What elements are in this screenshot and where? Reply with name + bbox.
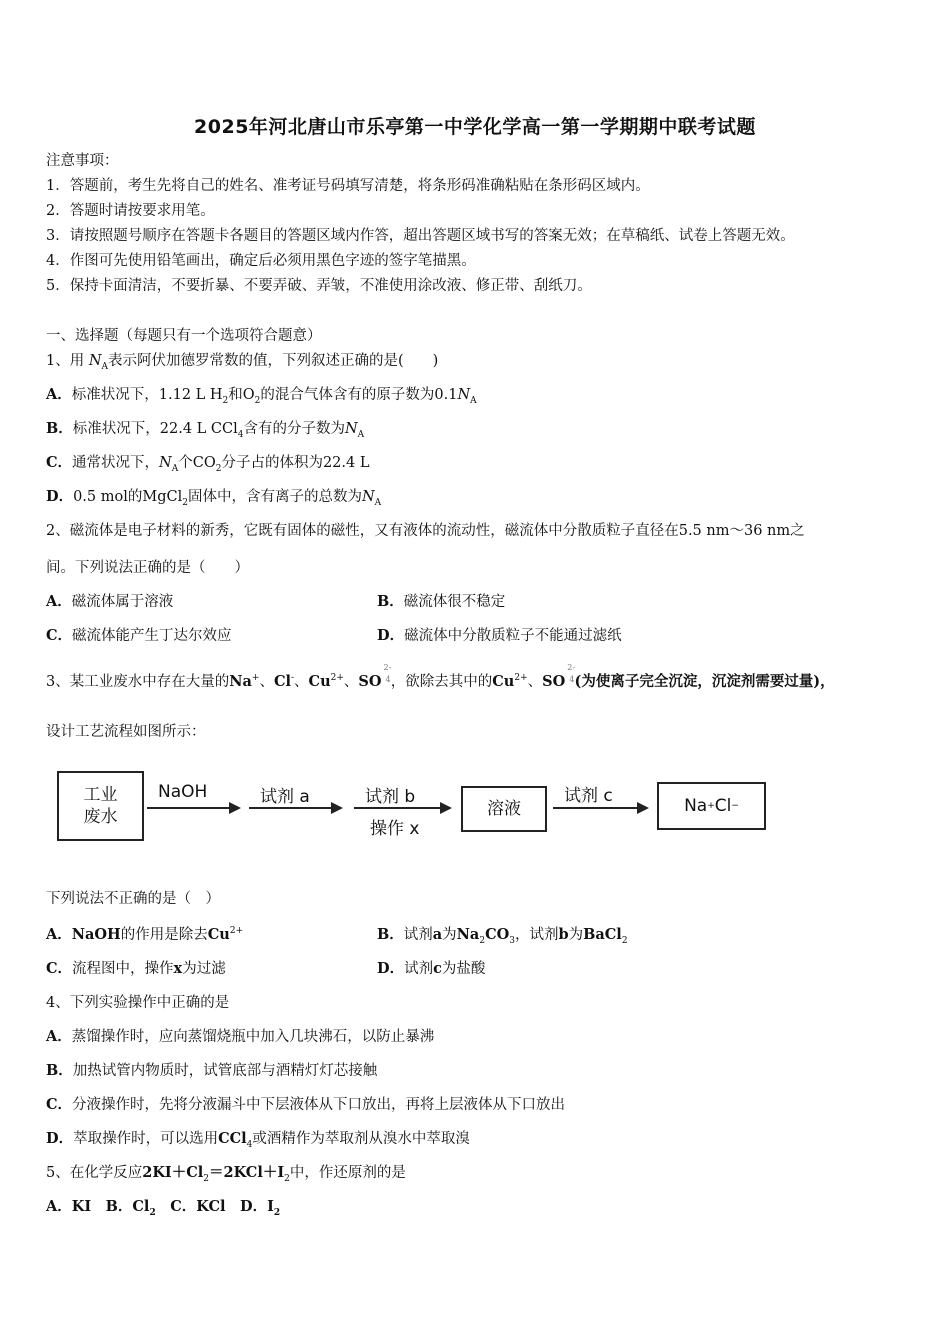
question-3-option-a: A．NaOH的作用是除去$Cu^{2+}$ (46, 926, 244, 943)
flow-arrow-4 (553, 807, 647, 809)
flow-box-solution: 溶液 (461, 786, 547, 832)
flow-label-naoh: NaOH (158, 782, 208, 802)
question-2-stem-line-2: 间。下列说法正确的是（ ） (46, 560, 249, 576)
flow-box-wastewater: 工业 废水 (57, 771, 144, 841)
question-5-options: A．KI B．$Cl_2$ C．KCl D．$I_2$ (46, 1198, 281, 1218)
flow-arrow-1 (147, 807, 239, 809)
page-title: 2025年河北唐山市乐亭第一中学化学高一第一学期期中联考试题 (194, 116, 756, 138)
question-1-option-d: D．0.5 mol的MgCl$_2$固体中，含有离子的总数为$N_A$ (46, 488, 382, 508)
notice-item-3: 3．请按照题号顺序在答题卡各题目的答题区域内作答，超出答题区域书写的答案无效；在草稿纸、试卷上答题无效。 (46, 228, 795, 244)
question-2-option-c: C．磁流体能产生丁达尔效应 (46, 627, 232, 644)
question-1-stem: 1、用 $N_A$表示阿伏加德罗常数的值，下列叙述正确的是( ) (46, 353, 439, 372)
question-4-option-c: C．分液操作时，先将分液漏斗中下层液体从下口放出，再将上层液体从下口放出 (46, 1096, 566, 1113)
notice-heading: 注意事项： (46, 153, 119, 169)
flow-label-operation-x: 操作 x (370, 819, 420, 839)
question-2-option-b: B．磁流体很不稳定 (377, 593, 506, 610)
question-4-option-b: B．加热试管内物质时，试管底部与酒精灯灯芯接触 (46, 1062, 378, 1079)
notice-item-5: 5．保持卡面清洁，不要折暴、不要弄破、弄皱，不准使用涂改液、修正带、刮纸刀。 (46, 278, 592, 294)
flow-box-product: Na + Cl − (657, 782, 766, 830)
question-2-option-a: A．磁流体属于溶液 (46, 593, 174, 610)
question-5-stem: 5、在化学反应$2KI+Cl_2=2KCl+I_2$中，作还原剂的是 (46, 1164, 406, 1184)
flow-label-reagent-c: 试剂 c (564, 786, 613, 806)
question-1-option-c: C．通常状况下，$N_A$个$CO_2$分子占的体积为22.4 L (46, 454, 370, 474)
question-1-option-a: A．标准状况下，1.12 L $H_2$和$O_2$的混合气体含有的原子数为$0.1N_A$ (46, 386, 477, 406)
flow-arrow-2 (249, 807, 341, 809)
flow-arrow-3 (354, 807, 450, 809)
question-2-option-d: D．磁流体中分散质粒子不能通过滤纸 (377, 627, 622, 644)
question-3-option-c: C．流程图中，操作x为过滤 (46, 960, 226, 977)
question-3-option-b: B．试剂a为$Na_2CO_3$，试剂b为BaCl$_2$ (377, 926, 628, 946)
flow-label-reagent-b: 试剂 b (365, 787, 416, 807)
question-3-option-d: D．试剂c为盐酸 (377, 960, 486, 977)
question-4-option-a: A．蒸馏操作时，应向蒸馏烧瓶中加入几块沸石，以防止暴沸 (46, 1028, 435, 1045)
question-4-stem: 4、下列实验操作中正确的是 (46, 995, 230, 1011)
question-3-stem-line-2: 设计工艺流程如图所示： (46, 724, 206, 740)
notice-item-2: 2．答题时请按要求用笔。 (46, 203, 215, 219)
question-4-option-d: D．萃取操作时，可以选用CCl$_4$或酒精作为萃取剂从溴水中萃取溴 (46, 1130, 470, 1150)
notice-item-4: 4．作图可先使用铅笔画出，确定后必须用黑色字迹的签字笔描黑。 (46, 253, 476, 269)
notice-item-1: 1．答题前，考生先将自己的姓名、准考证号码填写清楚，将条形码准确粘贴在条形码区域内。 (46, 178, 650, 194)
question-3-prompt: 下列说法不正确的是（ ） (46, 891, 220, 907)
section-heading: 一、选择题（每题只有一个选项符合题意） (46, 328, 322, 344)
question-2-stem-line-1: 2、磁流体是电子材料的新秀，它既有固体的磁性，又有液体的流动性，磁流体中分散质粒子直径在5.5 nm～36 nm之 (46, 523, 805, 539)
question-1-option-b: B．标准状况下，22.4 L CCl$_4$含有的分子数为$N_A$ (46, 420, 365, 440)
flow-label-reagent-a: 试剂 a (260, 787, 310, 807)
question-3-stem-line-1: 3、某工业废水中存在大量的Na+、Cl-、$Cu^{2+}$、SO 2- 4 ，欲除去其中的$Cu^{2+}$、SO 2- 4 (为使离子完全沉淀，沉淀剂需要过量)， (46, 663, 835, 690)
